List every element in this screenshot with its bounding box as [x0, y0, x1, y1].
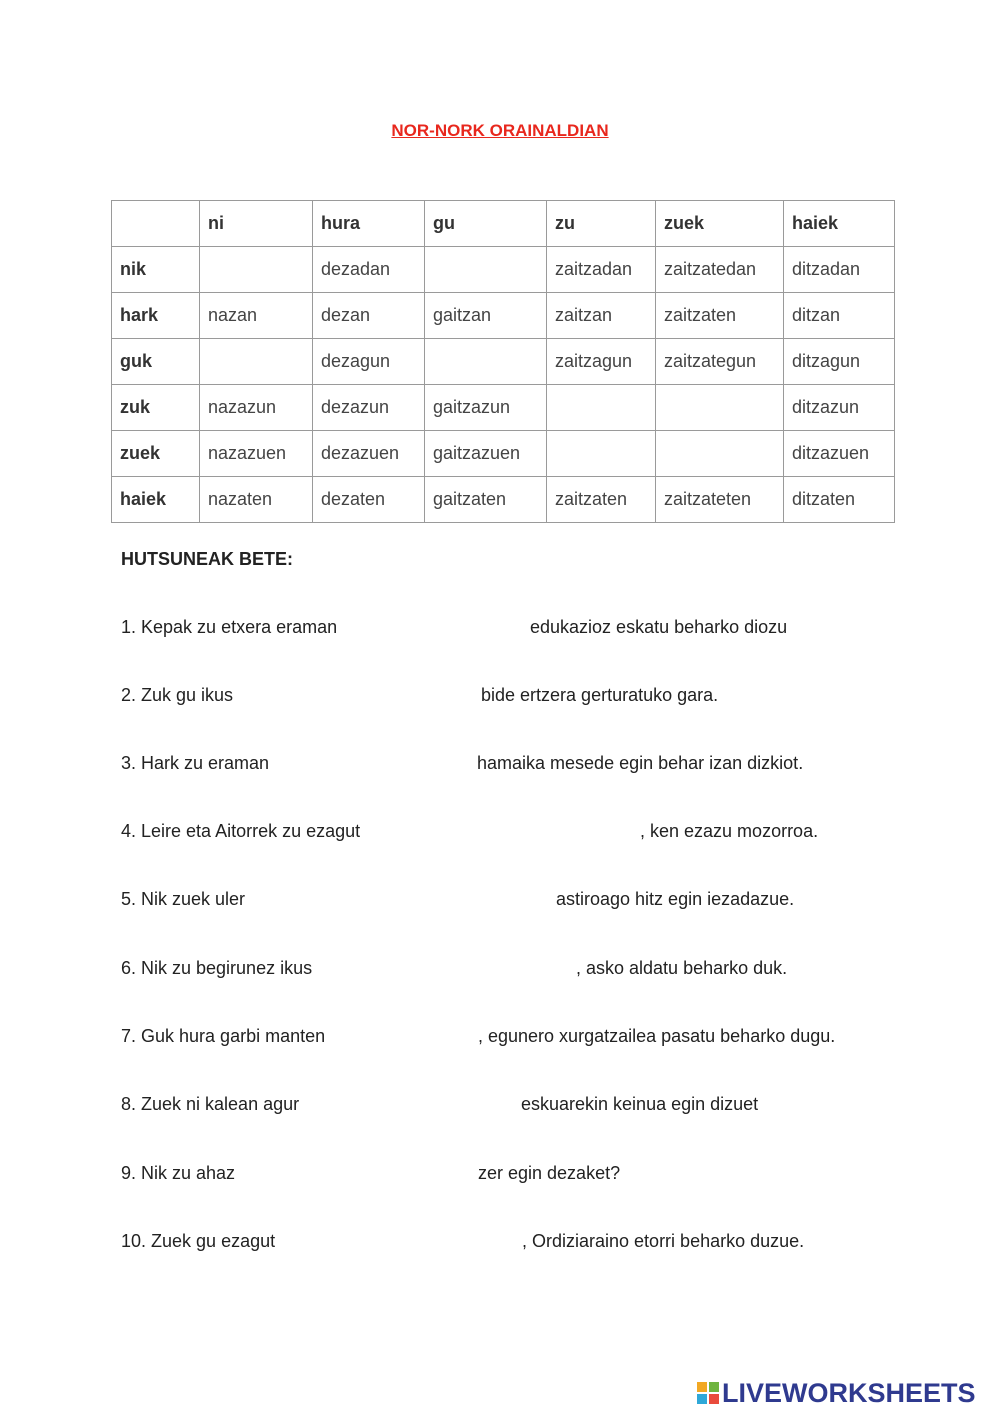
- table-cell: dezazuen: [313, 431, 425, 477]
- table-cell: zaitzan: [547, 293, 656, 339]
- table-row: [112, 385, 895, 431]
- row-header: zuk: [112, 385, 200, 431]
- table-row: [112, 293, 895, 339]
- exercise-sentence-end: eskuarekin keinua egin dizuet: [521, 1094, 759, 1114]
- table-cell: zaitzategun: [656, 339, 784, 385]
- table-cell: [200, 339, 313, 385]
- table-cell: nazan: [200, 293, 313, 339]
- logo-square: [697, 1382, 707, 1392]
- exercise-sentence-start: 1. Kepak zu etxera eraman: [121, 617, 338, 637]
- column-header: [112, 201, 200, 247]
- column-header: haiek: [784, 201, 895, 247]
- table-cell: nazazun: [200, 385, 313, 431]
- table-cell: ditzagun: [784, 339, 895, 385]
- exercise-sentence-start: 4. Leire eta Aitorrek zu ezagut: [121, 821, 361, 841]
- column-header: zu: [547, 201, 656, 247]
- column-header: hura: [313, 201, 425, 247]
- exercise-sentence-start: 3. Hark zu eraman: [121, 753, 270, 773]
- table-cell: zaitzagun: [547, 339, 656, 385]
- table-cell: ditzadan: [784, 247, 895, 293]
- exercise-sentence-start: 10. Zuek gu ezagut: [121, 1231, 276, 1251]
- table-cell: gaitzaten: [425, 477, 547, 523]
- table-cell: nazazuen: [200, 431, 313, 477]
- exercise-sentence-start: 6. Nik zu begirunez ikus: [121, 958, 313, 978]
- exercise-sentence-start: 7. Guk hura garbi manten: [121, 1026, 326, 1046]
- table-cell: dezazun: [313, 385, 425, 431]
- table-cell: dezagun: [313, 339, 425, 385]
- logo-icon: [697, 1382, 719, 1404]
- table-cell: [656, 385, 784, 431]
- table-cell: [547, 431, 656, 477]
- row-header: hark: [112, 293, 200, 339]
- exercise-sentence-start: 9. Nik zu ahaz: [121, 1163, 236, 1183]
- exercise-sentence-end: astiroago hitz egin iezadazue.: [556, 889, 795, 909]
- table-cell: zaitzatedan: [656, 247, 784, 293]
- table-cell: zaitzaten: [656, 293, 784, 339]
- table-cell: nazaten: [200, 477, 313, 523]
- exercise-sentence-end: hamaika mesede egin behar izan dizkiot.: [477, 753, 804, 773]
- exercise-sentence-end: , egunero xurgatzailea pasatu beharko dugu.: [478, 1026, 836, 1046]
- column-header: gu: [425, 201, 547, 247]
- table-cell: gaitzan: [425, 293, 547, 339]
- table-row: [112, 339, 895, 385]
- exercise-sentence-end: , asko aldatu beharko duk.: [576, 958, 788, 978]
- table-cell: gaitzazun: [425, 385, 547, 431]
- table-cell: [547, 385, 656, 431]
- exercise-sentence-end: zer egin dezaket?: [478, 1163, 621, 1183]
- exercise-sentence-end: , Ordiziaraino etorri beharko duzue.: [522, 1231, 805, 1251]
- page-title: NOR-NORK ORAINALDIAN: [391, 121, 609, 140]
- row-header: haiek: [112, 477, 200, 523]
- table-header-row: [112, 201, 895, 247]
- exercise-sentence-start: 5. Nik zuek uler: [121, 889, 246, 909]
- table-cell: ditzan: [784, 293, 895, 339]
- exercise-sentence-start: 8. Zuek ni kalean agur: [121, 1094, 300, 1114]
- row-header: zuek: [112, 431, 200, 477]
- table-cell: zaitzaten: [547, 477, 656, 523]
- logo-square: [709, 1382, 719, 1392]
- table-row: [112, 247, 895, 293]
- table-row: [112, 477, 895, 523]
- logo-text: LIVEWORKSHEETS: [722, 1377, 976, 1408]
- table-cell: ditzazuen: [784, 431, 895, 477]
- exercise-sentence-end: bide ertzera gerturatuko gara.: [481, 685, 719, 705]
- liveworksheets-logo: [697, 1379, 976, 1407]
- table-cell: [425, 247, 547, 293]
- table-cell: [200, 247, 313, 293]
- table-row: [112, 431, 895, 477]
- exercise-sentence-end: edukazioz eskatu beharko diozu: [530, 617, 788, 637]
- logo-square: [697, 1394, 707, 1404]
- table-cell: ditzaten: [784, 477, 895, 523]
- row-header: guk: [112, 339, 200, 385]
- table-cell: gaitzazuen: [425, 431, 547, 477]
- table-cell: [656, 431, 784, 477]
- table-cell: dezan: [313, 293, 425, 339]
- column-header: zuek: [656, 201, 784, 247]
- table-cell: [425, 339, 547, 385]
- exercise-sentence-start: 2. Zuk gu ikus: [121, 685, 234, 705]
- table-cell: zaitzateten: [656, 477, 784, 523]
- table-cell: dezaten: [313, 477, 425, 523]
- table-cell: ditzazun: [784, 385, 895, 431]
- table-cell: zaitzadan: [547, 247, 656, 293]
- logo-square: [709, 1394, 719, 1404]
- table-cell: dezadan: [313, 247, 425, 293]
- column-header: ni: [200, 201, 313, 247]
- conjugation-table: [111, 200, 895, 523]
- row-header: nik: [112, 247, 200, 293]
- exercise-sentence-end: , ken ezazu mozorroa.: [640, 821, 819, 841]
- section-title: HUTSUNEAK BETE:: [121, 549, 294, 569]
